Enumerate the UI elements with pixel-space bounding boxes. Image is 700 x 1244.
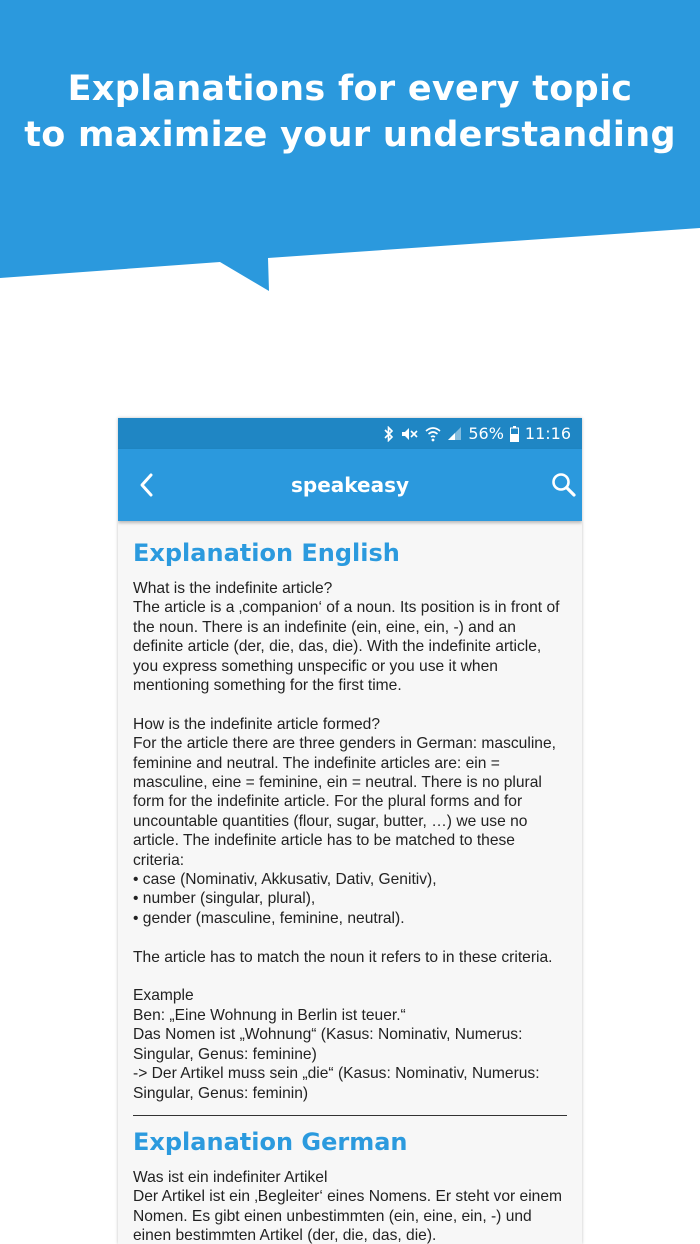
wifi-icon: [425, 426, 441, 442]
english-paragraph-2: How is the indefinite article formed? For the article there are three genders in German: masculine, feminine and neutral. The indefinite articles are: ein = masculine, eine = feminine, ein = neutral. There is no plural form for the indefinite article. For the plural forms and for uncountable quantities (flour, sugar, butter, …) we use no article. The indefinite article has to be matched to these criteria: • case (Nominativ, Akkusativ, Dativ, Genitiv), • number (singular, plural), • gender (masculine, feminine, neutral).: [133, 715, 556, 927]
explanation-content: [118, 521, 582, 1244]
mute-icon: [401, 426, 419, 442]
battery-percent: 56%: [468, 424, 504, 443]
status-bar: [118, 418, 582, 449]
phone-screen: [118, 418, 582, 1244]
bluetooth-icon: [383, 426, 395, 442]
signal-icon: [447, 426, 462, 441]
section-divider: [133, 1115, 567, 1116]
promo-headline: [0, 66, 700, 158]
clock: 11:16: [524, 424, 571, 443]
promo-headline-line-2: to maximize your understanding: [24, 115, 676, 155]
english-example: Example Ben: „Eine Wohnung in Berlin ist teuer.“ Das Nomen ist „Wohnung“ (Kasus: Nominativ, Numerus: Singular, Genus: feminine) -> Der Artikel muss sein „die“ (Kasus: Nominativ, Numerus: Singular, Genus: feminin): [133, 987, 540, 1102]
search-button[interactable]: [550, 471, 578, 499]
promo-banner: [0, 0, 700, 300]
german-paragraph-1: Was ist ein indefiniter Artikel Der Artikel ist ein ‚Begleiter‘ eines Nomens. Er steht vor einem Nomen. Es gibt einen unbestimmten (ein, eine, ein, -) und einen bestimmten Artikel (der, die, das, die).: [133, 1168, 563, 1244]
battery-icon: [510, 426, 519, 442]
promo-headline-line-1: Explanations for every topic: [67, 69, 633, 109]
english-paragraph-1: What is the indefinite article? The article is a ‚companion‘ of a noun. Its position is in front of the noun. There is an indefinite (ein, eine, ein, -) and an definite article (der, die, das, die). With the indefinite article, you express something unspecific or you use it when mentioning something for the first time.: [133, 580, 560, 695]
english-paragraph-3: The article has to match the noun it refers to in these criteria.: [133, 948, 553, 966]
app-title: speakeasy: [290, 473, 410, 497]
section-title-english: Explanation English: [133, 539, 400, 567]
section-title-german: Explanation German: [133, 1127, 408, 1156]
search-icon: [550, 471, 578, 499]
app-bar: [118, 449, 582, 521]
